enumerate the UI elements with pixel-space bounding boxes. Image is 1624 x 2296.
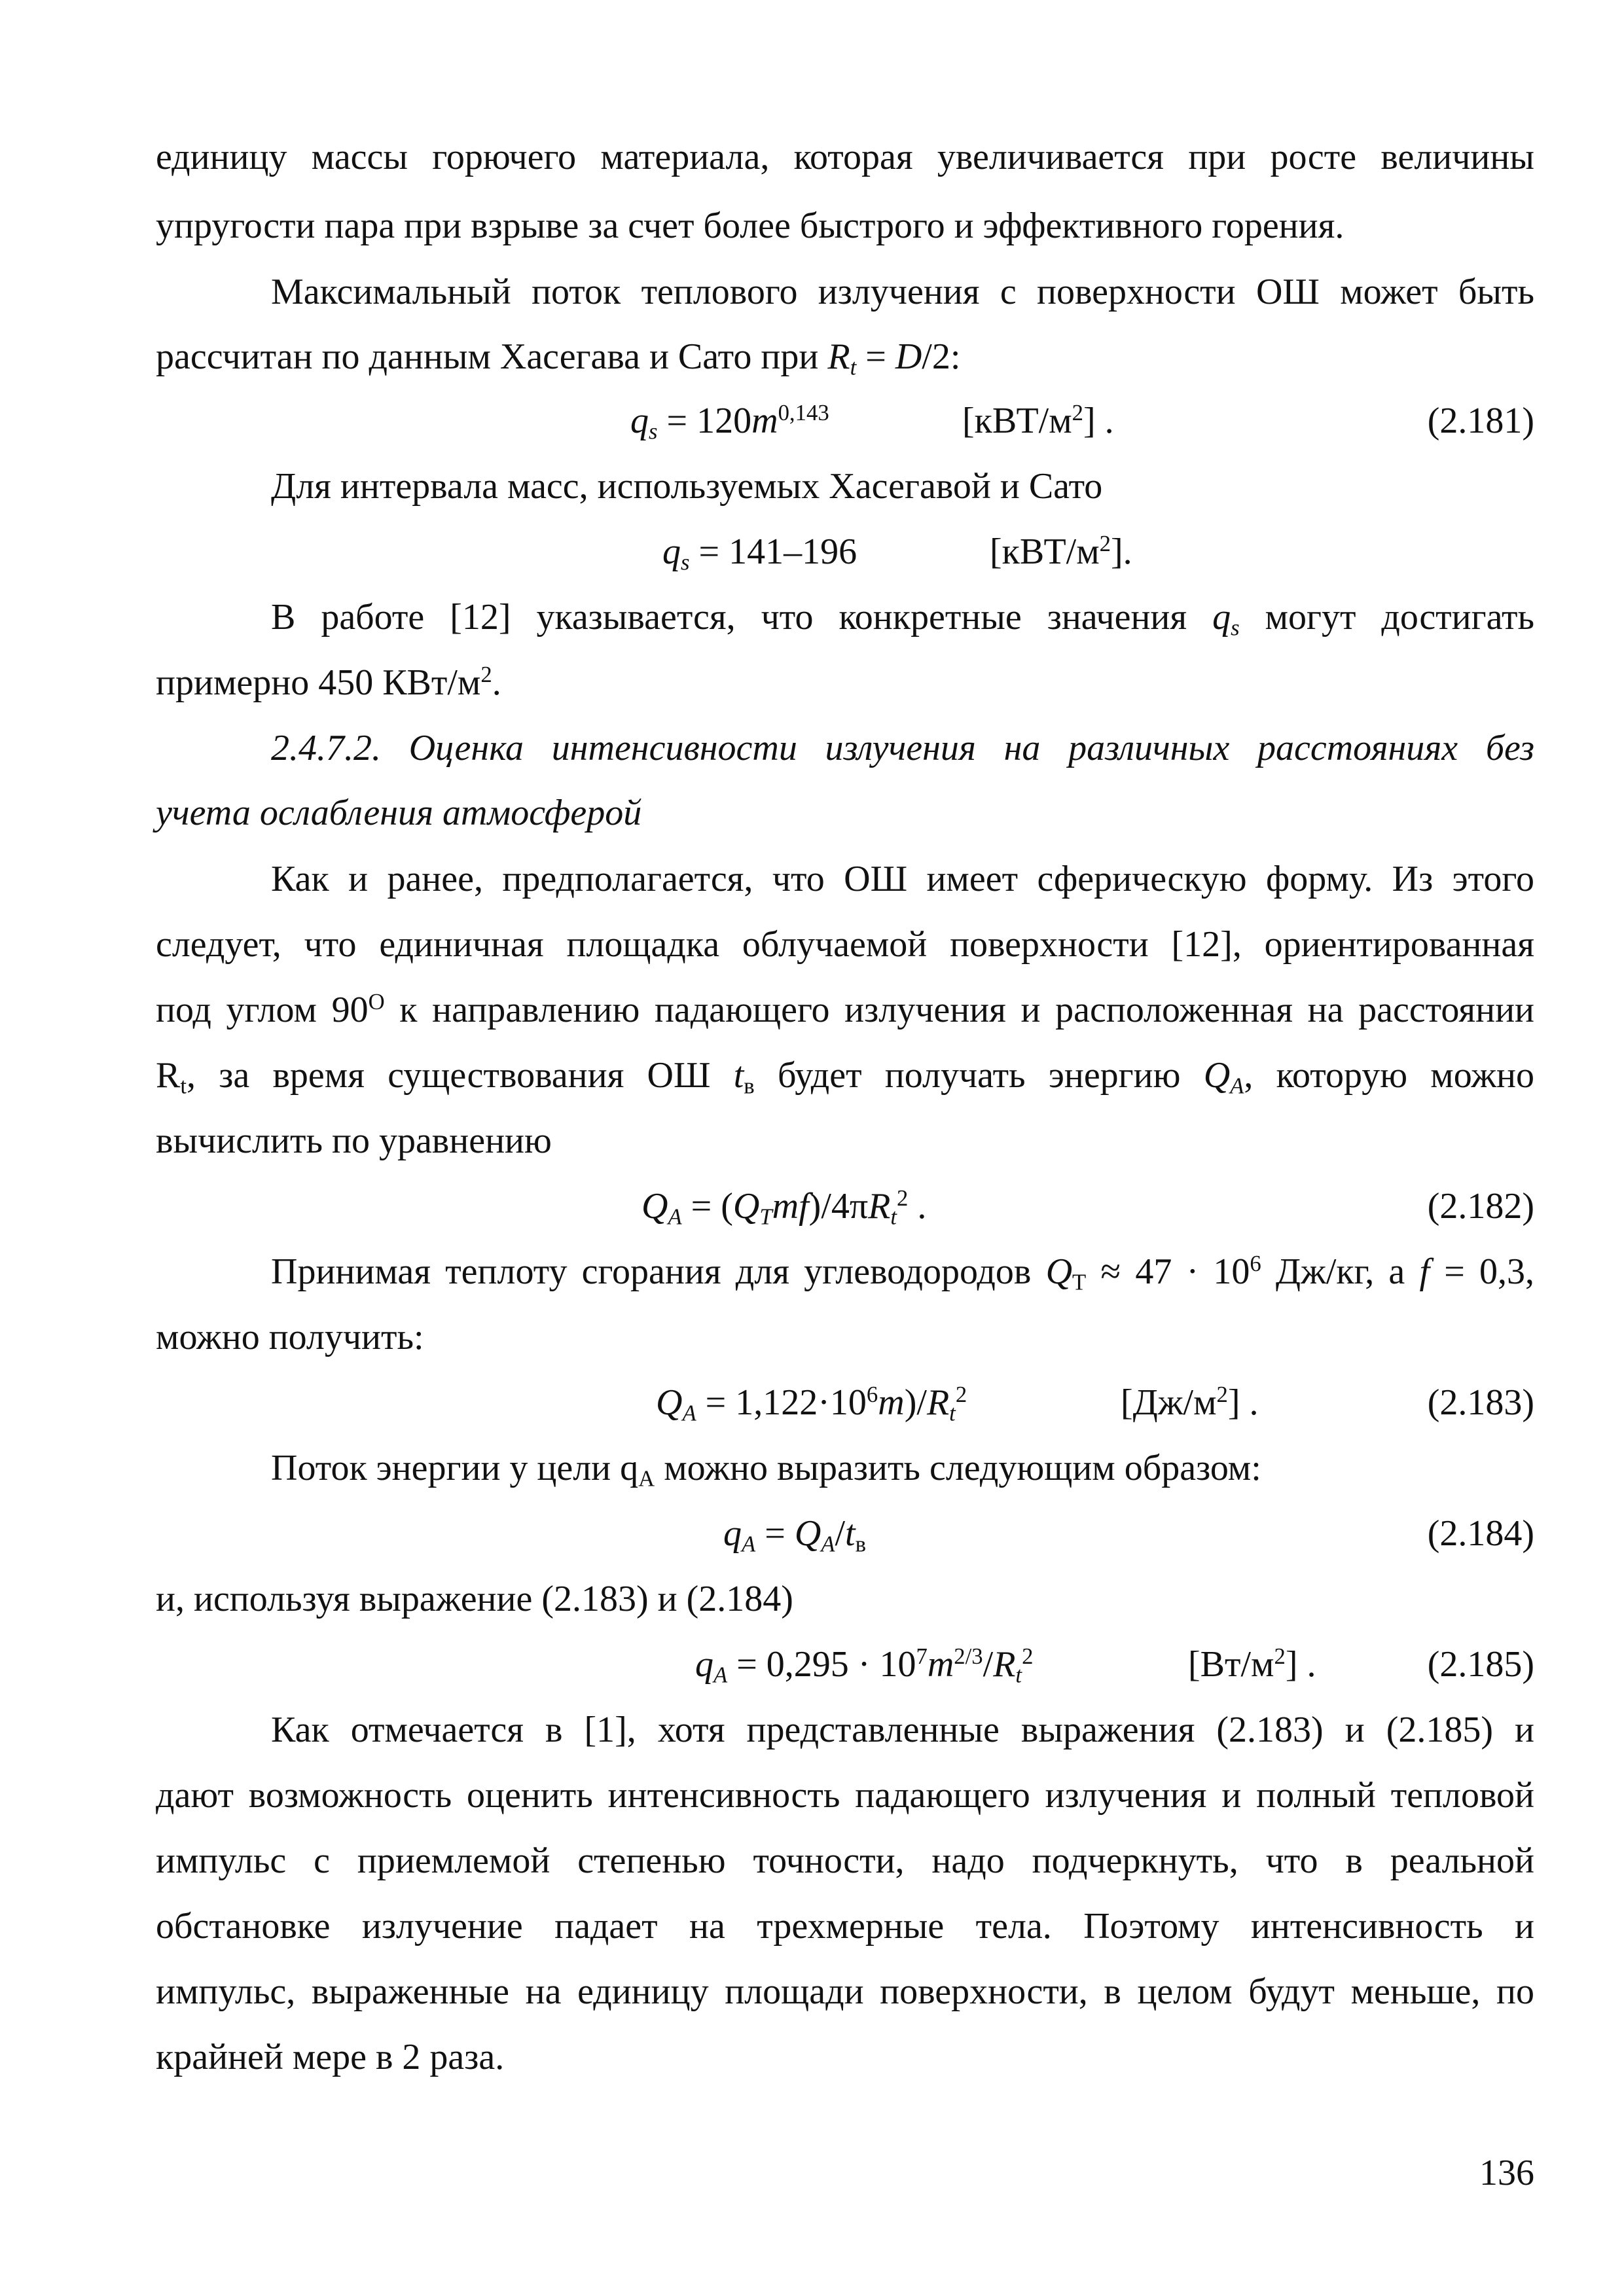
paragraph-line: Как отмечается в [1], хотя представленные выражения (2.183) и (2.185) и (271, 1710, 1534, 1750)
paragraph-line: и, используя выражение (2.183) и (2.184) (156, 1579, 793, 1619)
equation-2-184: $q_A = Q_A/t_в$ (723, 1513, 867, 1557)
equation-qs-range-unit: $[кВТ/м^2]$. (990, 530, 1132, 572)
equation-number: (2.185) (1427, 1644, 1534, 1685)
paragraph-line: Максимальный поток теплового излучения с поверхности ОШ может быть (271, 272, 1534, 312)
paragraph-line: единицу массы горючего материала, которая увеличивается при росте величины (156, 137, 1534, 177)
paragraph-line: Принимая теплоту сгорания для углеводородов $Q_T \approx 47 \cdot 10^6$ Дж/кг, а f = 0,3, (271, 1250, 1534, 1295)
equation-qs-range: $q_s = 141-196$ (662, 531, 857, 575)
paragraph-line: обстановке излучение падает на трехмерные тела. Поэтому интенсивность и (156, 1906, 1534, 1946)
page-number: 136 (1479, 2153, 1534, 2193)
paragraph-line: В работе [12] указывается, что конкретные значения $q_s$ могут достигать (271, 597, 1534, 641)
paragraph-line: импульс, выраженные на единицу площади поверхности, в целом будут меньше, по (156, 1971, 1534, 2012)
equation-2-181-unit: $[кВТ/м^2]$ . (962, 399, 1114, 441)
paragraph-line: крайней мере в 2 раза. (156, 2037, 505, 2077)
equation-number: (2.183) (1427, 1382, 1534, 1423)
equation-2-181: $q_s = 120m^{0,143}$ (630, 399, 829, 444)
paragraph-line: рассчитан по данным Хасегава и Сато при $R_t = D/2$: (156, 336, 961, 380)
paragraph-line: дают возможность оценить интенсивность падающего излучения и полный тепловой (156, 1775, 1534, 1816)
equation-2-183-unit: $[Дж/м^2]$ . (1121, 1381, 1259, 1423)
equation-number: (2.181) (1427, 401, 1534, 441)
paragraph-line: упругости пара при взрыве за счет более быстрого и эффективного горения. (156, 206, 1344, 246)
equation-2-185-unit: $[Вт/м^2]$ . (1188, 1643, 1316, 1685)
paragraph-line: Поток энергии у цели $q_A$ можно выразить следующим образом: (271, 1448, 1261, 1492)
paragraph-line: следует, что единичная площадка облучаемой поверхности [12], ориентированная (156, 924, 1534, 965)
paragraph-line: Как и ранее, предполагается, что ОШ имеет сферическую форму. Из этого (271, 859, 1534, 899)
equation-2-183: $Q_A = 1,122\cdot 10^6m)/R_t^2$ (656, 1381, 967, 1426)
paragraph-line: импульс с приемлемой степенью точности, надо подчеркнуть, что в реальной (156, 1840, 1534, 1881)
paragraph-line: примерно 450 КВт/$м^2$. (156, 661, 501, 703)
paragraph-line: вычислить по уравнению (156, 1121, 552, 1161)
paragraph-line: $R_t$, за время существования ОШ $t_в$ будет получать энергию $Q_A$, которую можно (156, 1055, 1535, 1099)
equation-number: (2.184) (1427, 1513, 1534, 1554)
equation-2-185: $q_A = 0,295 \cdot 10^7m^{2/3}/R_t^2$ (695, 1643, 1034, 1688)
paragraph-line: Для интервала масс, используемых Хасегавой и Сато (271, 466, 1103, 507)
paragraph-line: можно получить: (156, 1317, 424, 1357)
equation-2-182: $Q_A = (Q_Tmf)/4\pi R_t^2$ . (641, 1185, 927, 1230)
paragraph-line: под углом $90^O$ к направлению падающего излучения и расположенная на расстоянии (156, 988, 1535, 1030)
section-heading: 2.4.7.2. Оценка интенсивности излучения на различных расстояниях без (271, 728, 1534, 768)
equation-number: (2.182) (1427, 1186, 1534, 1227)
section-heading: учета ослабления атмосферой (156, 793, 642, 833)
